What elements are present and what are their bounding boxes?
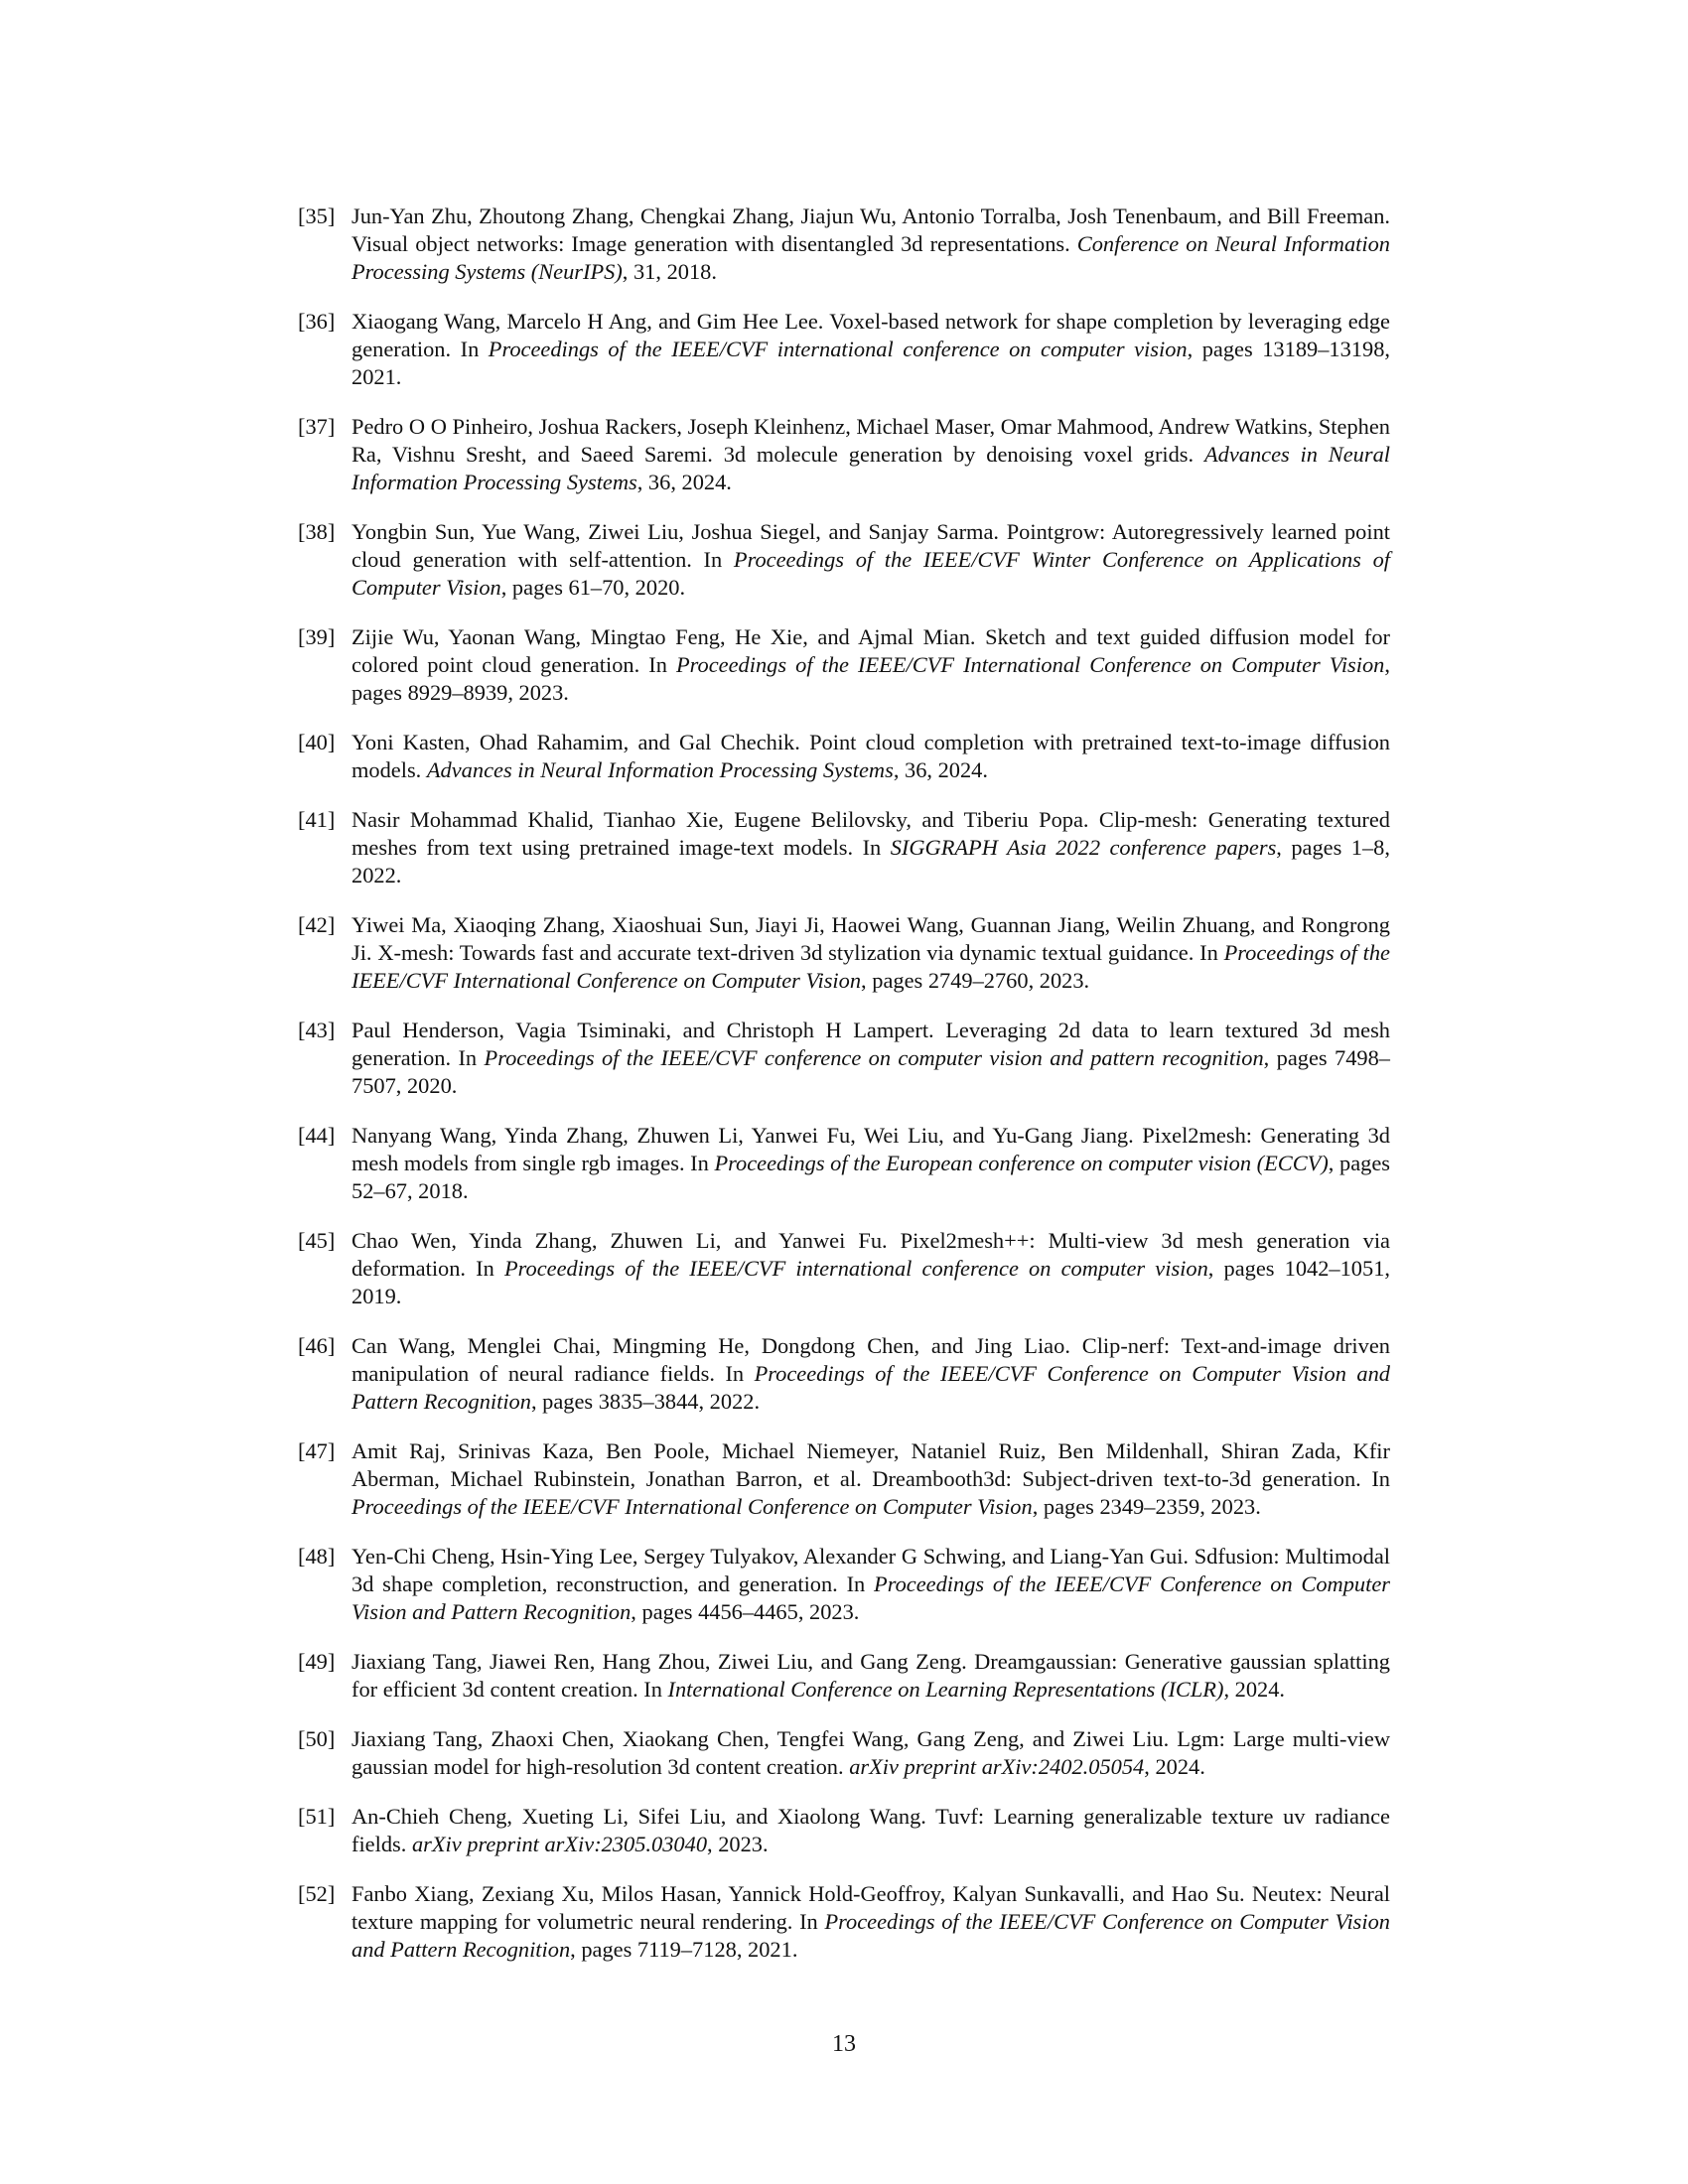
reference-37	[298, 413, 1390, 496]
reference-details: , pages 13189–13198, 2021.	[352, 337, 1390, 389]
reference-details: , pages 7498–7507, 2020.	[352, 1045, 1390, 1098]
reference-venue: Proceedings of the IEEE/CVF Conference on Computer Vision and Pattern Recognition	[352, 1361, 1390, 1414]
reference-number: [47]	[298, 1438, 336, 1463]
reference-details: , pages 1042–1051, 2019.	[352, 1256, 1390, 1308]
reference-list	[298, 203, 1390, 1985]
reference-text: Xiaogang Wang, Marcelo H Ang, and Gim Hee Lee. Voxel-based network for shape completion by leveraging edge generation. In	[352, 309, 1390, 361]
reference-details: , pages 1–8, 2022.	[352, 835, 1390, 887]
reference-41	[298, 806, 1390, 889]
reference-venue: Conference on Neural Information Processing Systems (NeurIPS)	[352, 231, 1390, 284]
reference-number: [48]	[298, 1544, 336, 1569]
reference-venue: arXiv preprint arXiv:2402.05054	[849, 1754, 1145, 1779]
reference-details: , pages 2349–2359, 2023.	[1032, 1494, 1261, 1519]
reference-details: , pages 52–67, 2018.	[352, 1151, 1390, 1203]
reference-46	[298, 1332, 1390, 1416]
reference-text: Yiwei Ma, Xiaoqing Zhang, Xiaoshuai Sun, Jiayi Ji, Haowei Wang, Guannan Jiang, Weilin Zhuang, and Rongrong Ji. X-mesh: Towards fast and accurate text-driven 3d stylization via dynamic textual guidance. In	[352, 912, 1390, 965]
reference-text: Yen-Chi Cheng, Hsin-Ying Lee, Sergey Tulyakov, Alexander G Schwing, and Liang-Yan Gui. Sdfusion: Multimodal 3d shape completion, reconstruction, and generation. In	[352, 1544, 1390, 1596]
reference-text: Amit Raj, Srinivas Kaza, Ben Poole, Michael Niemeyer, Nataniel Ruiz, Ben Mildenhall, Shiran Zada, Kfir Aberman, Michael Rubinstein, Jonathan Barron, et al. Dreambooth3d: Subject-driven text-to-3d generation. In	[352, 1438, 1390, 1491]
page-number: 13	[832, 2031, 856, 2057]
reference-number: [38]	[298, 519, 336, 544]
reference-43	[298, 1017, 1390, 1100]
reference-text: Jun-Yan Zhu, Zhoutong Zhang, Chengkai Zhang, Jiajun Wu, Antonio Torralba, Josh Tenenbaum, and Bill Freeman. Visual object networks: Image generation with disentangled 3d representations.	[352, 204, 1390, 256]
reference-details: , 2023.	[707, 1832, 769, 1856]
reference-51	[298, 1803, 1390, 1858]
reference-text: Yoni Kasten, Ohad Rahamim, and Gal Chechik. Point cloud completion with pretrained text-to-image diffusion models.	[352, 730, 1390, 782]
reference-details: , pages 3835–3844, 2022.	[530, 1389, 761, 1414]
reference-42	[298, 911, 1390, 995]
reference-52	[298, 1880, 1390, 1964]
reference-text: Nanyang Wang, Yinda Zhang, Zhuwen Li, Yanwei Fu, Wei Liu, and Yu-Gang Jiang. Pixel2mesh: Generating 3d mesh models from single rgb images. In	[352, 1123, 1390, 1175]
reference-number: [41]	[298, 807, 336, 832]
reference-details: , 2024.	[1144, 1754, 1205, 1779]
reference-details: , 36, 2024.	[636, 470, 732, 494]
reference-venue: Proceedings of the IEEE/CVF Conference on Computer Vision and Pattern Recognition	[352, 1571, 1390, 1624]
reference-50	[298, 1725, 1390, 1781]
reference-text: Pedro O O Pinheiro, Joshua Rackers, Joseph Kleinhenz, Michael Maser, Omar Mahmood, Andrew Watkins, Stephen Ra, Vishnu Sresht, and Saeed Saremi. 3d molecule generation by denoising voxel grids.	[352, 414, 1390, 467]
reference-venue: International Conference on Learning Representations (ICLR)	[667, 1677, 1224, 1702]
reference-40	[298, 729, 1390, 784]
reference-venue: Advances in Neural Information Processing Systems	[352, 442, 1390, 494]
reference-venue: Proceedings of the European conference on computer vision (ECCV)	[714, 1151, 1329, 1175]
reference-number: [43]	[298, 1018, 336, 1042]
reference-45	[298, 1227, 1390, 1310]
reference-number: [51]	[298, 1804, 336, 1829]
reference-text: An-Chieh Cheng, Xueting Li, Sifei Liu, and Xiaolong Wang. Tuvf: Learning generalizable texture uv radiance fields.	[352, 1804, 1390, 1856]
reference-venue: Proceedings of the IEEE/CVF International Conference on Computer Vision	[352, 940, 1390, 993]
reference-details: , 36, 2024.	[893, 757, 988, 782]
reference-number: [42]	[298, 912, 336, 937]
reference-details: , pages 8929–8939, 2023.	[352, 652, 1390, 705]
reference-47	[298, 1437, 1390, 1521]
reference-number: [35]	[298, 204, 336, 228]
reference-details: , pages 7119–7128, 2021.	[570, 1937, 798, 1962]
reference-text: Jiaxiang Tang, Zhaoxi Chen, Xiaokang Chen, Tengfei Wang, Gang Zeng, and Ziwei Liu. Lgm: Large multi-view gaussian model for high-resolution 3d content creation.	[352, 1726, 1390, 1779]
reference-number: [46]	[298, 1333, 336, 1358]
reference-text: Paul Henderson, Vagia Tsiminaki, and Christoph H Lampert. Leveraging 2d data to learn textured 3d mesh generation. In	[352, 1018, 1390, 1070]
reference-details: , 2024.	[1223, 1677, 1286, 1702]
reference-details: , pages 4456–4465, 2023.	[631, 1599, 860, 1624]
reference-number: [50]	[298, 1726, 336, 1751]
reference-49	[298, 1648, 1390, 1704]
reference-number: [40]	[298, 730, 336, 754]
reference-36	[298, 308, 1390, 391]
reference-venue: Proceedings of the IEEE/CVF International Conference on Computer Vision	[352, 1494, 1033, 1519]
reference-number: [49]	[298, 1649, 336, 1674]
reference-venue: Advances in Neural Information Processing Systems	[426, 757, 894, 782]
reference-text: Zijie Wu, Yaonan Wang, Mingtao Feng, He Xie, and Ajmal Mian. Sketch and text guided diffusion model for colored point cloud generation. In	[352, 624, 1390, 677]
reference-text: Can Wang, Menglei Chai, Mingming He, Dongdong Chen, and Jing Liao. Clip-nerf: Text-and-image driven manipulation of neural radiance fields. In	[352, 1333, 1390, 1386]
reference-venue: arXiv preprint arXiv:2305.03040	[411, 1832, 708, 1856]
reference-venue: SIGGRAPH Asia 2022 conference papers	[890, 835, 1277, 860]
reference-text: Jiaxiang Tang, Jiawei Ren, Hang Zhou, Ziwei Liu, and Gang Zeng. Dreamgaussian: Generative gaussian splatting for efficient 3d content creation. In	[352, 1649, 1390, 1702]
reference-text: Fanbo Xiang, Zexiang Xu, Milos Hasan, Yannick Hold-Geoffroy, Kalyan Sunkavalli, and Hao Su. Neutex: Neural texture mapping for volumetric neural rendering. In	[352, 1881, 1390, 1934]
reference-venue: Proceedings of the IEEE/CVF Winter Conference on Applications of Computer Vision	[352, 547, 1390, 600]
reference-number: [37]	[298, 414, 336, 439]
reference-number: [39]	[298, 624, 336, 649]
reference-text: Yongbin Sun, Yue Wang, Ziwei Liu, Joshua Siegel, and Sanjay Sarma. Pointgrow: Autoregressively learned point cloud generation with self-attention. In	[352, 519, 1390, 572]
reference-details: , 31, 2018.	[622, 259, 717, 284]
reference-39	[298, 623, 1390, 707]
reference-venue: Proceedings of the IEEE/CVF conference on computer vision and pattern recognition	[484, 1045, 1264, 1070]
reference-venue: Proceedings of the IEEE/CVF Conference on Computer Vision and Pattern Recognition	[352, 1909, 1390, 1962]
reference-details: , pages 2749–2760, 2023.	[861, 968, 1090, 993]
reference-venue: Proceedings of the IEEE/CVF international conference on computer vision	[488, 337, 1188, 361]
reference-48	[298, 1543, 1390, 1626]
reference-44	[298, 1122, 1390, 1205]
reference-35	[298, 203, 1390, 286]
reference-venue: Proceedings of the IEEE/CVF International Conference on Computer Vision	[675, 652, 1385, 677]
reference-number: [44]	[298, 1123, 336, 1148]
reference-number: [45]	[298, 1228, 336, 1253]
reference-text: Nasir Mohammad Khalid, Tianhao Xie, Eugene Belilovsky, and Tiberiu Popa. Clip-mesh: Generating textured meshes from text using pretrained image-text models. In	[352, 807, 1390, 860]
reference-number: [36]	[298, 309, 336, 334]
reference-details: , pages 61–70, 2020.	[500, 575, 686, 600]
reference-38	[298, 518, 1390, 602]
reference-venue: Proceedings of the IEEE/CVF international conference on computer vision	[503, 1256, 1208, 1281]
reference-text: Chao Wen, Yinda Zhang, Zhuwen Li, and Yanwei Fu. Pixel2mesh++: Multi-view 3d mesh generation via deformation. In	[352, 1228, 1390, 1281]
reference-number: [52]	[298, 1881, 336, 1906]
